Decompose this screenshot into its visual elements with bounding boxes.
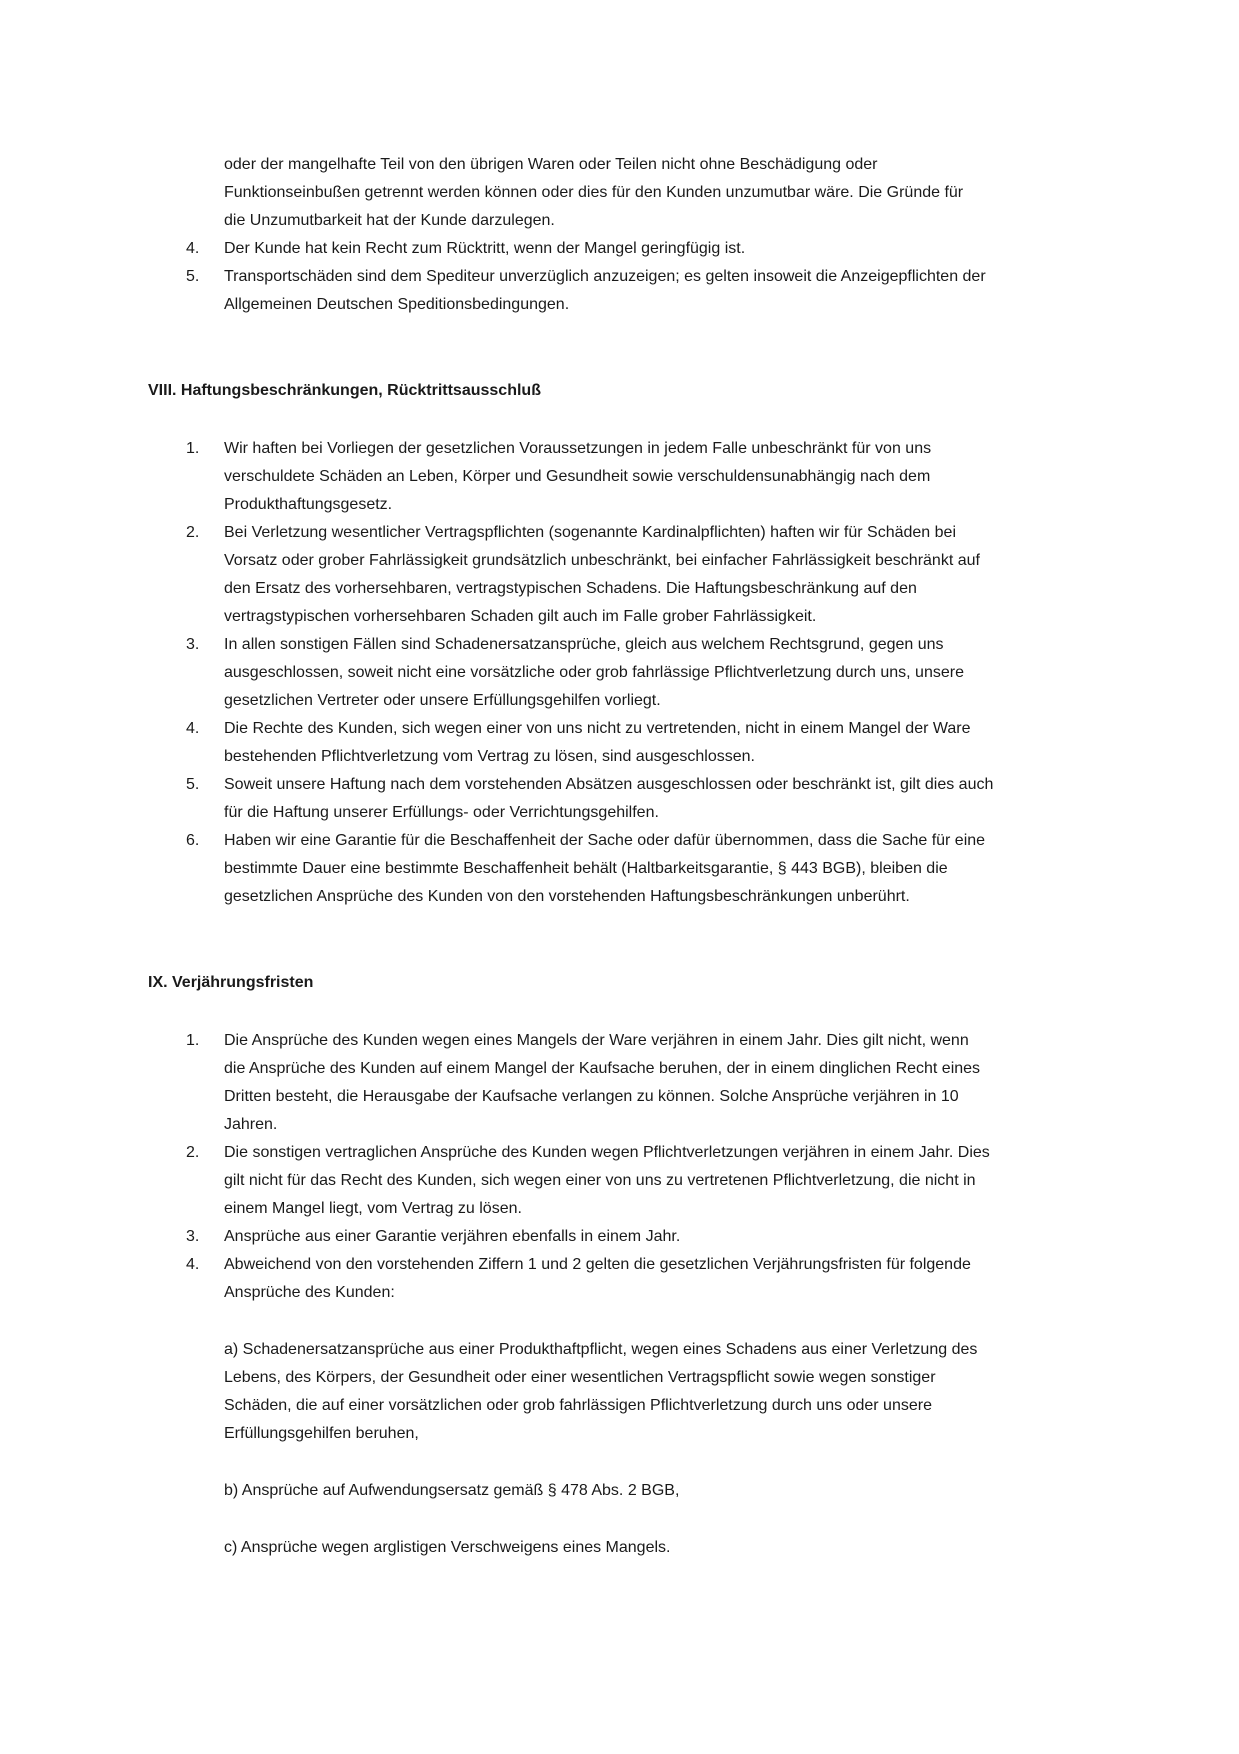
list-item-text: Der Kunde hat kein Recht zum Rücktritt, wenn der Mangel geringfügig ist. — [224, 240, 746, 257]
section-heading: VIII. Haftungsbeschränkungen, Rücktrittsausschluß — [148, 382, 541, 399]
list-item-number: 3. — [186, 636, 200, 653]
list-item-number: 1. — [186, 1032, 200, 1049]
list-item-text: Allgemeinen Deutschen Speditionsbedingungen. — [224, 296, 570, 313]
list-item-text: für die Haftung unserer Erfüllungs- oder Verrichtungsgehilfen. — [224, 804, 659, 821]
list-item-text: Ansprüche des Kunden: — [224, 1284, 395, 1301]
list-item-number: 2. — [186, 1144, 200, 1161]
list-item-number: 4. — [186, 240, 200, 257]
sub-paragraph-line: Erfüllungsgehilfen beruhen, — [224, 1425, 419, 1442]
sub-paragraph-line: c) Ansprüche wegen arglistigen Verschweigens eines Mangels. — [224, 1539, 671, 1556]
list-item-number: 4. — [186, 1256, 200, 1273]
list-item-text: Abweichend von den vorstehenden Ziffern 1 und 2 gelten die gesetzlichen Verjährungsfristen für folgende — [224, 1256, 971, 1273]
list-item-text: einem Mangel liegt, vom Vertrag zu lösen. — [224, 1200, 522, 1217]
list-item-text: gesetzlichen Vertreter oder unsere Erfüllungsgehilfen vorliegt. — [224, 692, 661, 709]
list-item-text: Soweit unsere Haftung nach dem vorstehenden Absätzen ausgeschlossen oder beschränkt ist, gilt dies auch — [224, 776, 994, 793]
list-item-number: 1. — [186, 440, 200, 457]
list-item-text: Die Rechte des Kunden, sich wegen einer von uns nicht zu vertretenden, nicht in einem Mangel der Ware — [224, 720, 971, 737]
list-item-text: Transportschäden sind dem Spediteur unverzüglich anzuzeigen; es gelten insoweit die Anzeigepflichten der — [224, 268, 986, 285]
list-item-text: den Ersatz des vorhersehbaren, vertragstypischen Schadens. Die Haftungsbeschränkung auf den — [224, 580, 917, 597]
list-item-text: vertragstypischen vorhersehbaren Schaden gilt auch im Falle grober Fahrlässigkeit. — [224, 608, 817, 625]
list-item-text: Bei Verletzung wesentlicher Vertragspflichten (sogenannte Kardinalpflichten) haften wir für Schäden bei — [224, 524, 956, 541]
list-item-text: verschuldete Schäden an Leben, Körper und Gesundheit sowie verschuldensunabhängig nach dem — [224, 468, 931, 485]
list-item-text: Wir haften bei Vorliegen der gesetzlichen Voraussetzungen in jedem Falle unbeschränkt für von uns — [224, 440, 932, 457]
list-item-number: 5. — [186, 776, 200, 793]
list-item-number: 4. — [186, 720, 200, 737]
sub-paragraph-line: b) Ansprüche auf Aufwendungsersatz gemäß § 478 Abs. 2 BGB, — [224, 1482, 680, 1499]
list-item-text: Haben wir eine Garantie für die Beschaffenheit der Sache oder dafür übernommen, dass die Sache für eine — [224, 832, 986, 849]
list-item-number: 2. — [186, 524, 200, 541]
list-item-text: In allen sonstigen Fällen sind Schadenersatzansprüche, gleich aus welchem Rechtsgrund, gegen uns — [224, 636, 944, 653]
sub-paragraph-line: a) Schadenersatzansprüche aus einer Produkthaftpflicht, wegen eines Schadens aus einer Verletzung des — [224, 1341, 978, 1358]
list-item-number: 5. — [186, 268, 200, 285]
list-item-text: gesetzlichen Ansprüche des Kunden von den vorstehenden Haftungsbeschränkungen unberührt. — [224, 888, 910, 905]
list-item-text: Produkthaftungsgesetz. — [224, 496, 393, 513]
paragraph-line: die Unzumutbarkeit hat der Kunde darzulegen. — [224, 212, 555, 229]
list-item-number: 6. — [186, 832, 200, 849]
sub-paragraph-line: Schäden, die auf einer vorsätzlichen oder grob fahrlässigen Pflichtverletzung durch uns oder unsere — [224, 1397, 932, 1414]
list-item-text: bestehenden Pflichtverletzung vom Vertrag zu lösen, sind ausgeschlossen. — [224, 748, 755, 765]
section-heading: IX. Verjährungsfristen — [148, 974, 314, 991]
list-item-text: Vorsatz oder grober Fahrlässigkeit grundsätzlich unbeschränkt, bei einfacher Fahrlässigkeit beschränkt auf — [224, 552, 980, 569]
list-item-text: Die Ansprüche des Kunden wegen eines Mangels der Ware verjähren in einem Jahr. Dies gilt nicht, wenn — [224, 1032, 969, 1049]
list-item-text: die Ansprüche des Kunden auf einem Mangel der Kaufsache beruhen, der in einem dinglichen Recht eines — [224, 1060, 981, 1077]
list-item-text: bestimmte Dauer eine bestimmte Beschaffenheit behält (Haltbarkeitsgarantie, § 443 BGB), bleiben die — [224, 860, 948, 877]
sub-paragraph-line: Lebens, des Körpers, der Gesundheit oder einer wesentlichen Vertragspflicht sowie wegen sonstiger — [224, 1369, 936, 1386]
paragraph-line: Funktionseinbußen getrennt werden können oder dies für den Kunden unzumutbar wäre. Die Gründe für — [224, 184, 964, 201]
list-item-text: Die sonstigen vertraglichen Ansprüche des Kunden wegen Pflichtverletzungen verjähren in einem Jahr. Dies — [224, 1144, 990, 1161]
paragraph-line: oder der mangelhafte Teil von den übrigen Waren oder Teilen nicht ohne Beschädigung oder — [224, 156, 878, 173]
list-item-text: gilt nicht für das Recht des Kunden, sich wegen einer von uns zu vertretenen Pflichtverletzung, die nicht in — [224, 1172, 976, 1189]
list-item-text: ausgeschlossen, soweit nicht eine vorsätzliche oder grob fahrlässige Pflichtverletzung durch uns, unsere — [224, 664, 964, 681]
list-item-text: Jahren. — [224, 1116, 278, 1133]
list-item-text: Ansprüche aus einer Garantie verjähren ebenfalls in einem Jahr. — [224, 1228, 681, 1245]
list-item-text: Dritten besteht, die Herausgabe der Kaufsache verlangen zu können. Solche Ansprüche verjähren in 10 — [224, 1088, 959, 1105]
list-item-number: 3. — [186, 1228, 200, 1245]
